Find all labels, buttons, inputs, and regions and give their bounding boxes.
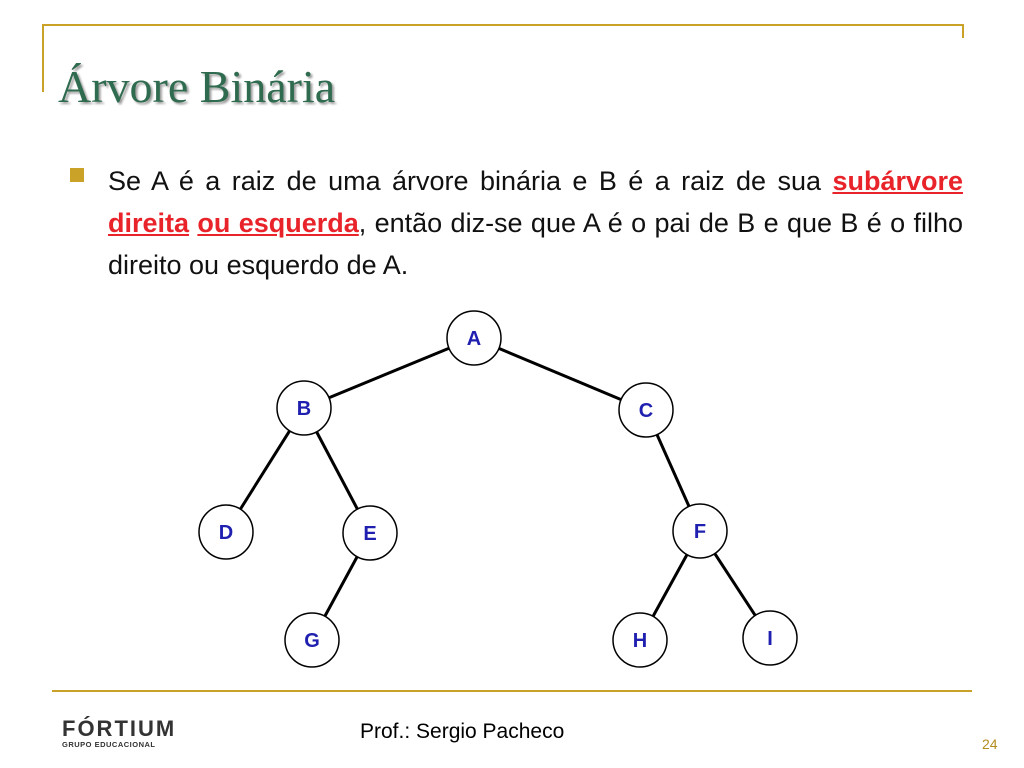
tree-node-g bbox=[285, 613, 339, 667]
professor-credit: Prof.: Sergio Pacheco bbox=[360, 720, 565, 743]
footer-divider bbox=[52, 690, 972, 692]
text-part-2: , então diz-se que A é o pai de B e que B é o filho direito ou esquerdo de A. bbox=[108, 208, 963, 280]
logo-subtitle: GRUPO EDUCACIONAL bbox=[62, 740, 156, 749]
node-label-h: H bbox=[632, 630, 648, 652]
highlight-left-subtree: ou esquerda bbox=[197, 208, 359, 238]
node-label-i: I bbox=[767, 628, 773, 650]
slide-title: Árvore Binária bbox=[58, 61, 336, 112]
edge-f-i bbox=[715, 554, 755, 616]
node-label-e: E bbox=[363, 523, 377, 545]
edge-a-c bbox=[499, 348, 621, 399]
fortium-logo bbox=[62, 718, 212, 752]
tree-nodes bbox=[199, 311, 797, 667]
edge-e-g bbox=[325, 557, 357, 617]
edge-b-e bbox=[317, 432, 358, 509]
page-number: 24 bbox=[982, 736, 998, 752]
node-label-f: F bbox=[693, 521, 707, 543]
node-label-a: A bbox=[466, 328, 482, 350]
edge-a-b bbox=[329, 348, 449, 397]
tree-node-i bbox=[743, 611, 797, 665]
logo-name: FÓRTIUM bbox=[62, 716, 177, 741]
node-label-d: D bbox=[218, 522, 234, 544]
node-label-c: C bbox=[638, 400, 654, 422]
text-part-1: Se A é a raiz de uma árvore binária e B é a raiz de sua bbox=[108, 166, 833, 196]
node-label-g: G bbox=[304, 630, 320, 652]
node-label-b: B bbox=[296, 398, 312, 420]
tree-node-c bbox=[619, 383, 673, 437]
highlight-right-subtree: subárvore direita bbox=[108, 166, 963, 238]
tree-node-e bbox=[343, 506, 397, 560]
edge-b-d bbox=[240, 431, 289, 509]
edge-c-f bbox=[657, 435, 689, 507]
tree-node-a bbox=[447, 311, 501, 365]
tree-node-h bbox=[613, 613, 667, 667]
tree-node-d bbox=[199, 505, 253, 559]
edge-f-h bbox=[653, 555, 687, 617]
tree-node-f bbox=[673, 504, 727, 558]
tree-node-b bbox=[277, 381, 331, 435]
